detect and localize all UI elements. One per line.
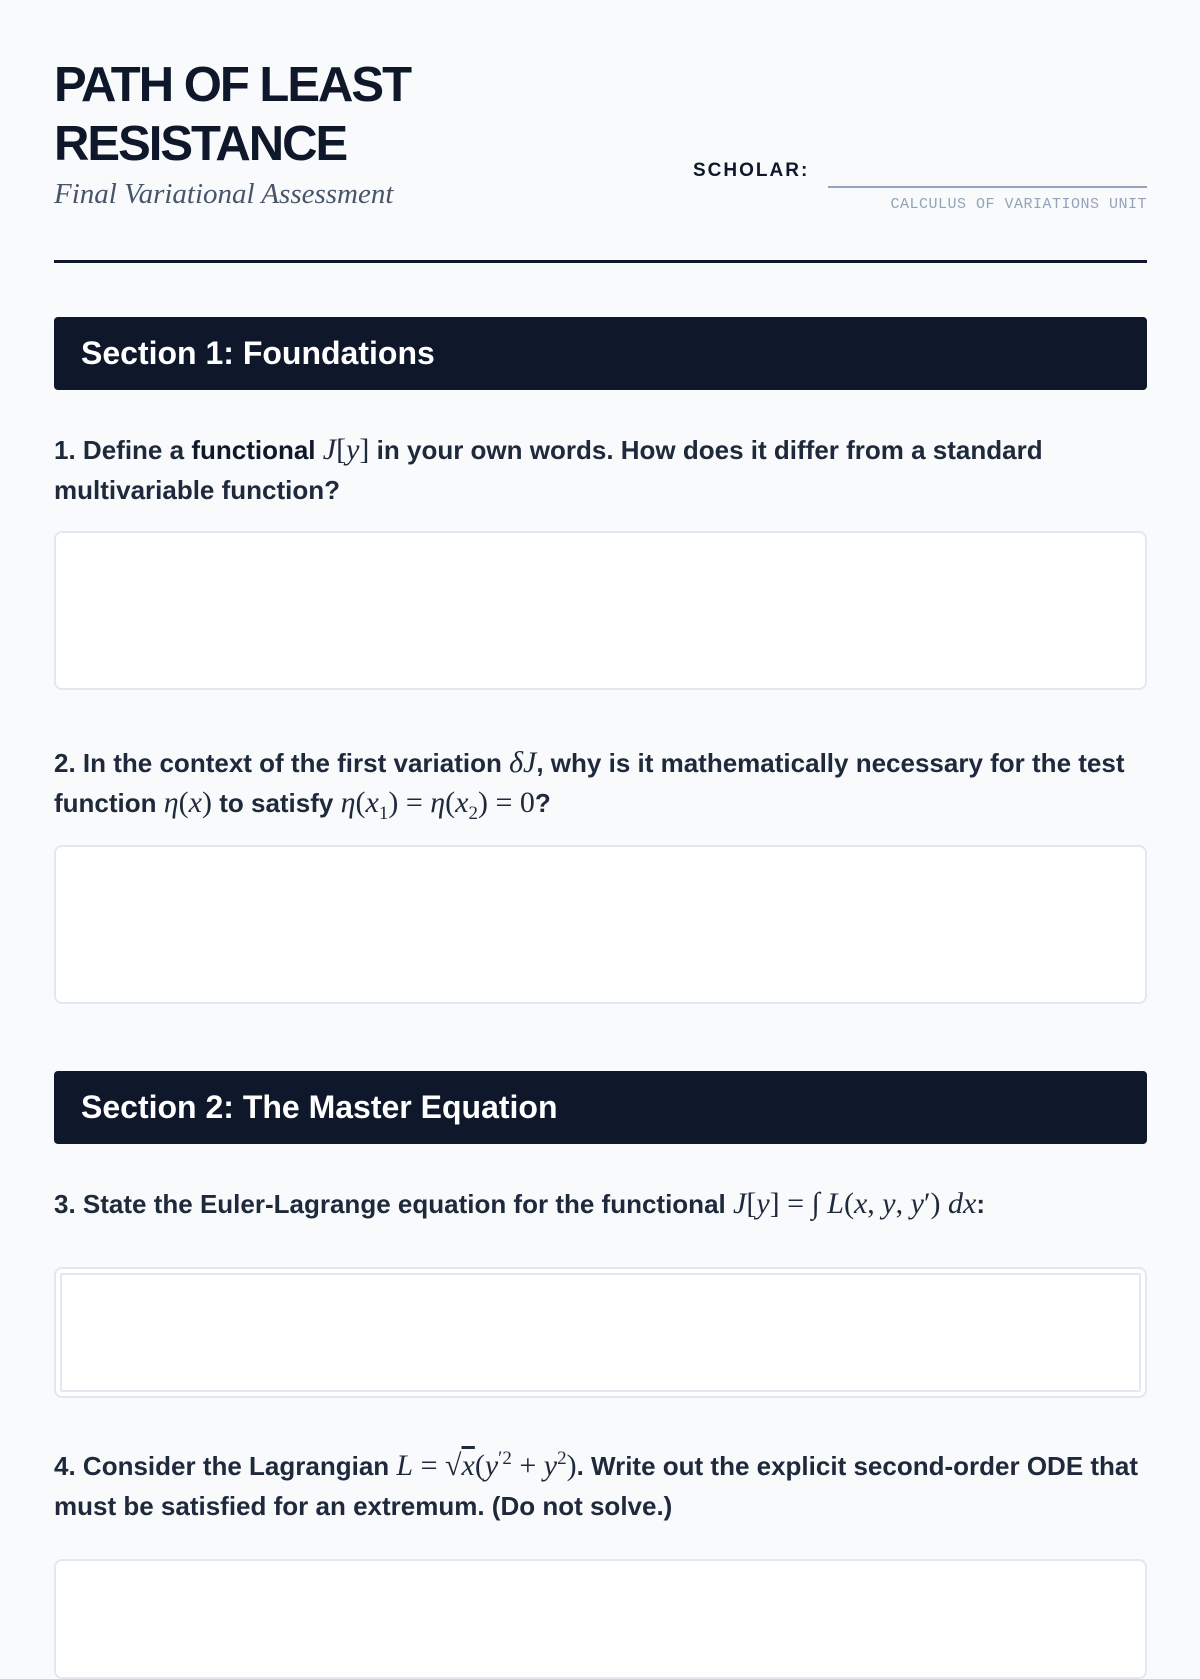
page-subtitle: Final Variational Assessment xyxy=(54,178,394,210)
question-2-text-a: In the context of the first variation xyxy=(82,748,502,778)
question-2-math-variation: δJ xyxy=(509,746,537,779)
answer-box-2[interactable] xyxy=(54,845,1147,1004)
scholar-name-field[interactable] xyxy=(828,186,1147,188)
question-1-number: 1. xyxy=(54,435,76,465)
question-4-text-a: Consider the Lagrangian xyxy=(82,1451,390,1481)
question-2-number: 2. xyxy=(54,748,76,778)
title-line-1: PATH OF LEAST xyxy=(54,58,410,112)
question-2-text-d: ? xyxy=(534,788,551,818)
question-4-math-lagrangian: $L = √x(y^{'2} + y^2)$ xyxy=(396,1448,577,1482)
question-3-number: 3. xyxy=(54,1189,76,1219)
answer-box-1[interactable] xyxy=(54,531,1147,690)
question-1-math-functional: J[y] xyxy=(322,433,370,466)
question-3 xyxy=(54,1184,1147,1224)
title-line-2: RESISTANCE xyxy=(54,117,347,171)
question-1-text-a: Define a xyxy=(82,435,185,465)
question-1-bold-term: functional xyxy=(191,435,316,465)
section-2-title: Section 2: The Master Equation xyxy=(81,1089,558,1125)
question-3-math-functional: J[y] = ∫ L(x, y, y′) dx xyxy=(732,1187,977,1220)
section-2-header xyxy=(54,1071,1147,1144)
question-4-text-b: . Write out the explicit second-order ODE that must be satisfied for an extremum. (Do not solve.) xyxy=(54,1451,1139,1521)
answer-box-4[interactable] xyxy=(54,1559,1147,1679)
answer-box-3[interactable] xyxy=(54,1267,1147,1398)
question-3-text-a: State the Euler-Lagrange equation for the functional xyxy=(82,1189,726,1219)
section-1-title: Section 1: Foundations xyxy=(81,335,435,371)
scholar-label: SCHOLAR: xyxy=(693,160,810,181)
question-1 xyxy=(54,430,1147,510)
question-2-text-c: to satisfy xyxy=(219,788,334,818)
header-divider xyxy=(54,260,1147,263)
unit-label: CALCULUS OF VARIATIONS UNIT xyxy=(890,196,1147,213)
question-1-text-b: in your own words. How does it differ from a standard multivariable function? xyxy=(54,435,1043,505)
question-4 xyxy=(54,1439,1147,1526)
question-4-number: 4. xyxy=(54,1451,76,1481)
question-2-math-test-function: η(x) xyxy=(163,786,212,819)
question-3-text-b: : xyxy=(976,1189,986,1219)
question-2-math-boundary: $\eta(x_1) = \eta(x_2) = 0$ xyxy=(340,786,535,824)
question-2-text-b: , why is it mathematically necessary for the test function xyxy=(54,748,1125,818)
page-title xyxy=(54,56,410,174)
section-1-header xyxy=(54,317,1147,390)
question-2 xyxy=(54,743,1147,834)
